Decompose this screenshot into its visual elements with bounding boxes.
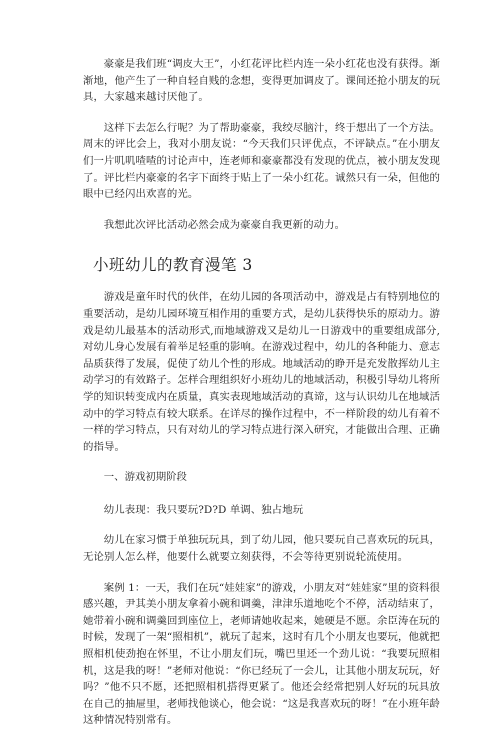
paragraph-child-performance: 幼儿表现：我只要玩?D?D 单调、独占地玩 <box>103 503 304 516</box>
paragraph-haohao-intro: 豪豪是我们班“调皮大王”，小红花评比栏内连一朵小红花也没有获得。渐渐地，他产生了一种自轻自贱的念想，变得更加调皮了。课间还抢小朋友的玩具，大家越来越讨厌他了。 <box>83 58 440 104</box>
paragraph-evaluation-method: 这样下去怎么行呢？为了帮助豪豪，我绞尽脑汁，终于想出了一个方法。周末的评比会上，我对小朋友说：“今天我们只评优点，不评缺点。”在小朋友们一片叽叽喳喳的讨论声中，连老师和豪豪都没有发现的优点，被小朋友发现了。评比栏内豪豪的名字下面终于贴上了一朵小红花。诚然只有一朵，但他的眼中已经闪出欢喜的光。 <box>83 121 440 201</box>
paragraph-game-importance: 游戏是童年时代的伙伴，在幼儿园的各项活动中，游戏是占有特别地位的重要活动，是幼儿园环境互相作用的重要方式，是幼儿获得快乐的原动力。游戏是幼儿最基本的活动形式,而地域游戏又是幼儿一日游戏中的重要组成部分,对幼儿身心发展有着举足轻重的影响。在游戏过程中，幼儿的各种能力、意志品质获得了发展，促使了幼儿个性的形成。地域活动的睁开是充发散挥幼儿主动学习的有效路子。怎样合理组织好小班幼儿的地域活动，积极引导幼儿将所学的知识转变成内在质量，真实表现地域活动的真谛，这与认识幼儿在地域活动中的学习特点有较大联系。在详尽的操作过程中，不一样阶段的幼儿有着不一样的学习特点，只有对幼儿的学习特点进行深入研究，才能做出合理、正确的指导。 <box>83 291 440 453</box>
paragraph-case-1: 案例 1：一天，我们在玩“娃娃家”的游戏，小朋友对“娃娃家”里的资料很感兴趣，尹其美小朋友拿着小碗和调羹，津津乐道地吃个不停，活动结束了，她带着小碗和调羹回到座位上，老师请她收起来，她硬是不愿。余臣涛在玩的时候，发现了一架“照相机”，就玩了起来，这时有几个小朋友也要玩，他就把照相机使劲抱在怀里，不让小朋友们玩，嘴巴里还一个劲儿说：“我要玩照相机，这是我的呀！”老师对他说：“你已经玩了一会儿，让其他小朋友玩玩，好吗？”他不只不愿，还把照相机搭得更紧了。他还会经常把别人好玩的玩具放在自己的抽屉里，老师找他谈心，他会说：“这是我喜欢玩的呀！”在小班年龄这种情况特别常有。 <box>83 581 441 727</box>
section-title: 小班幼儿的教育漫笔 3 <box>93 256 253 275</box>
paragraph-conclusion: 我想此次评比活动必然会成为豪豪自我更新的动力。 <box>103 218 346 231</box>
subheading-initial-stage: 一、游戏初期阶段 <box>103 471 187 484</box>
paragraph-home-habits: 幼儿在家习惯于单独玩玩具，到了幼儿园，他只要玩自己喜欢玩的玩具，无论别人怎么样，他要什么就要立刻获得，不会等待更别说轮流使用。 <box>83 534 440 564</box>
